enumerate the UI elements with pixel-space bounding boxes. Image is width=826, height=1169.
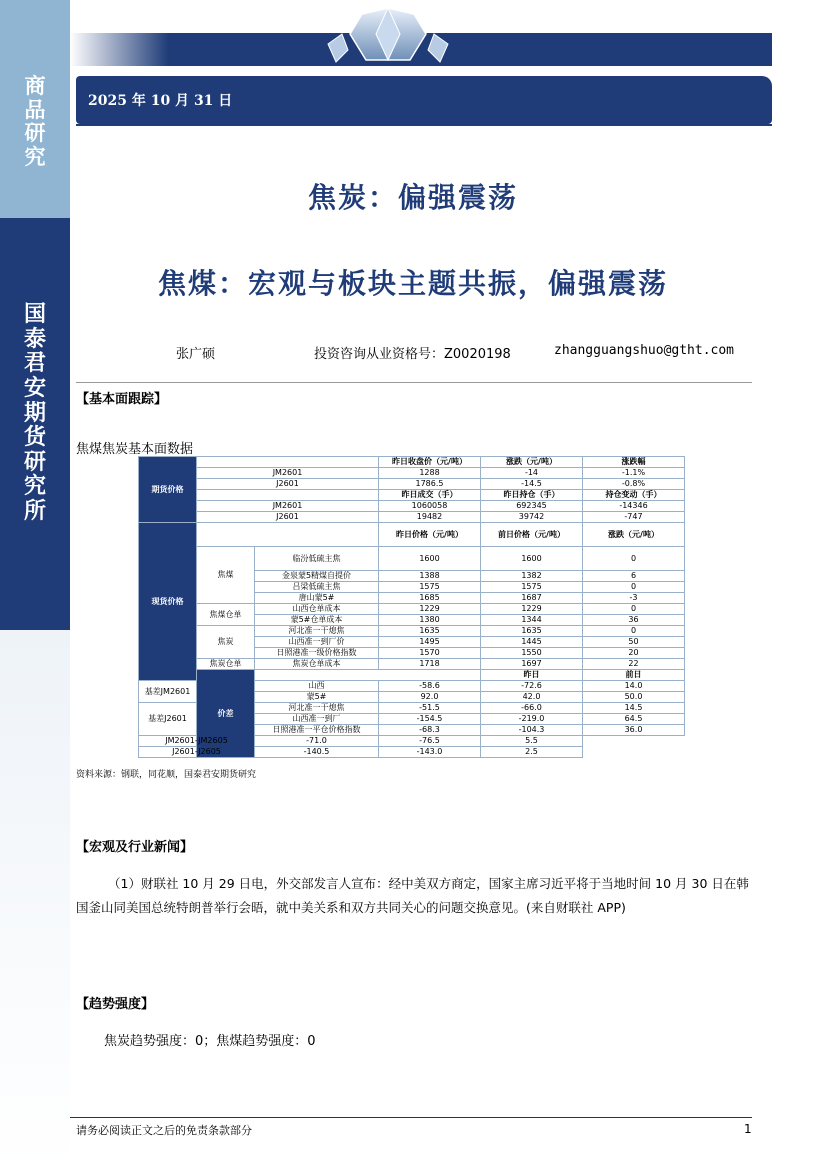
table-cell: 1635 — [379, 626, 481, 637]
table-cell: 1687 — [481, 593, 583, 604]
sidebar-org-label — [0, 302, 70, 524]
org-char: 期 — [23, 399, 46, 426]
table-cell: 1575 — [379, 582, 481, 593]
table-cell: 6 — [583, 571, 685, 582]
report-date: 2025 年 10 月 31 日 — [88, 93, 233, 109]
table-cell: 14.5 — [583, 703, 685, 714]
table-cell: 1229 — [481, 604, 583, 615]
table-cell: -140.5 — [255, 747, 379, 758]
table-cell: 50 — [583, 637, 685, 648]
sub-group-label: 基差JM2601 — [139, 681, 197, 703]
table-cell: JM2601 — [197, 468, 379, 479]
group-label: 价差 — [197, 670, 255, 758]
table-header-cell: 昨日 — [481, 670, 583, 681]
table-cell: J2601 — [197, 512, 379, 523]
date-banner — [76, 76, 772, 124]
table-row — [139, 626, 685, 637]
table-source: 资料来源：钢联，同花顺，国泰君安期货研究 — [76, 770, 257, 780]
org-char: 泰 — [23, 325, 46, 352]
table-row — [139, 490, 685, 501]
table-cell: J2601-J2605 — [139, 747, 255, 758]
divider — [76, 382, 752, 383]
table-cell: JM2601 — [197, 501, 379, 512]
section-macro: 【宏观及行业新闻】 — [76, 840, 194, 855]
table-cell: -3 — [583, 593, 685, 604]
table-cell: 1697 — [481, 659, 583, 670]
table-cell: 1495 — [379, 637, 481, 648]
diamond-gem-icon — [318, 4, 458, 70]
table-cell: 蒙5# — [255, 692, 379, 703]
group-label: 期货价格 — [139, 457, 197, 523]
table-row — [139, 547, 685, 571]
table-cell: -72.6 — [481, 681, 583, 692]
category-char: 品 — [24, 96, 46, 122]
sidebar-category-label — [0, 74, 70, 168]
table-header-cell: 昨日收盘价（元/吨） — [379, 457, 481, 468]
table-cell: 20 — [583, 648, 685, 659]
table-cell: 0 — [583, 547, 685, 571]
table-header-cell — [197, 457, 379, 468]
table-cell: -154.5 — [379, 714, 481, 725]
table-row — [139, 479, 685, 490]
news-paragraph: （1）财联社 10 月 29 日电，外交部发言人宣布：经中美双方商定，国家主席习近平将于当地时间 10 月 30 日在韩国釜山同美国总统特朗普举行会晤，就中美关系和双方共同关心的问题交换意见。(来自财联社 APP) — [76, 876, 749, 915]
table-cell: -104.3 — [481, 725, 583, 736]
table-cell: 39742 — [481, 512, 583, 523]
category-char: 商 — [24, 73, 46, 98]
trend-strength: 焦炭趋势强度：0；焦煤趋势强度：0 — [104, 1034, 316, 1049]
table-cell: 山西 — [255, 681, 379, 692]
table-header-cell: 涨跌（元/吨） — [583, 523, 685, 547]
author-email[interactable]: zhangguangshuo@gtht.com — [554, 343, 735, 358]
sub-title: 焦煤：宏观与板块主题共振，偏强震荡 — [157, 267, 668, 300]
table-header-cell: 持仓变动（手） — [583, 490, 685, 501]
table-header-cell: 昨日成交（手） — [379, 490, 481, 501]
table-row — [139, 736, 685, 747]
table-cell: 1229 — [379, 604, 481, 615]
org-char: 国 — [23, 301, 46, 327]
category-char: 研 — [24, 120, 46, 146]
table-cell: 1550 — [481, 648, 583, 659]
table-cell: -0.8% — [583, 479, 685, 490]
table-cell: -219.0 — [481, 714, 583, 725]
table-cell: 临汾低硫主焦 — [255, 547, 379, 571]
org-char: 君 — [23, 350, 46, 377]
table-row — [139, 468, 685, 479]
sub-group-label: 焦炭 — [197, 626, 255, 659]
org-char: 货 — [23, 424, 46, 451]
table-cell: 0 — [583, 582, 685, 593]
page-number: 1 — [744, 1122, 752, 1136]
table-cell: 2.5 — [481, 747, 583, 758]
header-rule — [76, 124, 772, 126]
table-cell: 1635 — [481, 626, 583, 637]
table-cell: -14 — [481, 468, 583, 479]
table-cell: -14.5 — [481, 479, 583, 490]
table-cell: 50.0 — [583, 692, 685, 703]
table-cell: 5.5 — [481, 736, 583, 747]
table-cell: 1600 — [379, 547, 481, 571]
table-cell: 64.5 — [583, 714, 685, 725]
sub-group-label: 焦煤仓单 — [197, 604, 255, 626]
sidebar — [0, 0, 70, 1169]
table-cell: 山西准一到厂价 — [255, 637, 379, 648]
table-cell: 1388 — [379, 571, 481, 582]
table-header-cell: 涨跌（元/吨） — [481, 457, 583, 468]
table-cell: -66.0 — [481, 703, 583, 714]
author-name: 张广硕 — [176, 347, 216, 362]
table-header-cell: 前日价格（元/吨） — [481, 523, 583, 547]
table-cell: 焦炭仓单成本 — [255, 659, 379, 670]
footer-disclaimer: 请务必阅读正文之后的免责条款部分 — [76, 1124, 252, 1137]
section-trend: 【趋势强度】 — [76, 997, 155, 1012]
group-label: 现货价格 — [139, 523, 197, 681]
org-char: 究 — [23, 473, 46, 500]
table-row — [139, 501, 685, 512]
table-cell: 1380 — [379, 615, 481, 626]
section-fundamentals: 【基本面跟踪】 — [76, 392, 168, 407]
table-cell: 22 — [583, 659, 685, 670]
table-cell: 36.0 — [583, 725, 685, 736]
table-cell: 1382 — [481, 571, 583, 582]
sub-group-label: 基差J2601 — [139, 703, 197, 736]
table-cell: 金泉蒙5精煤自提价 — [255, 571, 379, 582]
table-cell: 山西仓单成本 — [255, 604, 379, 615]
table-cell: 河北准一干熄焦 — [255, 626, 379, 637]
table-cell: -1.1% — [583, 468, 685, 479]
table-cell: 14.0 — [583, 681, 685, 692]
table-cell: 1786.5 — [379, 479, 481, 490]
table-header-cell: 昨日持仓（手） — [481, 490, 583, 501]
table-cell: 1060058 — [379, 501, 481, 512]
table-cell: 1570 — [379, 648, 481, 659]
table-row — [139, 659, 685, 670]
table-row — [139, 747, 685, 758]
table-header-cell — [255, 670, 481, 681]
table-header-cell: 前日 — [583, 670, 685, 681]
table-cell: 蒙5#仓单成本 — [255, 615, 379, 626]
table-cell: 36 — [583, 615, 685, 626]
table-cell: 92.0 — [379, 692, 481, 703]
table-cell: 42.0 — [481, 692, 583, 703]
sidebar-fade — [0, 630, 70, 1169]
table-header-cell — [197, 490, 379, 501]
main-title: 焦炭：偏强震荡 — [307, 181, 518, 214]
table-cell: 1575 — [481, 582, 583, 593]
table-cell: 1288 — [379, 468, 481, 479]
table-title: 焦煤焦炭基本面数据 — [76, 442, 194, 457]
fundamentals-table — [138, 456, 685, 758]
table-header-cell — [197, 523, 379, 547]
table-header-cell: 涨跌幅 — [583, 457, 685, 468]
table-cell: -71.0 — [255, 736, 379, 747]
table-cell: 1600 — [481, 547, 583, 571]
table-cell: 吕梁低硫主焦 — [255, 582, 379, 593]
table-cell: -68.3 — [379, 725, 481, 736]
table-row — [139, 523, 685, 547]
table-row — [139, 670, 685, 681]
table-cell: 唐山蒙5# — [255, 593, 379, 604]
org-char: 所 — [23, 498, 46, 524]
table-cell: -14346 — [583, 501, 685, 512]
sub-group-label: 焦煤 — [197, 547, 255, 604]
table-cell: -76.5 — [379, 736, 481, 747]
table-cell: 0 — [583, 626, 685, 637]
table-cell: 692345 — [481, 501, 583, 512]
table-cell: J2601 — [197, 479, 379, 490]
author-license: 投资咨询从业资格号：Z0020198 — [314, 347, 511, 362]
table-cell: 0 — [583, 604, 685, 615]
org-char: 安 — [23, 374, 46, 401]
table-row — [139, 457, 685, 468]
table-cell: 日照港准一平仓价格指数 — [255, 725, 379, 736]
org-char: 研 — [23, 448, 46, 475]
sub-group-label: 焦炭仓单 — [197, 659, 255, 670]
table-cell: 19482 — [379, 512, 481, 523]
table-cell: 1445 — [481, 637, 583, 648]
table-header-cell: 昨日价格（元/吨） — [379, 523, 481, 547]
table-cell: JM2601-JM2605 — [139, 736, 255, 747]
table-cell: 山西准一到厂 — [255, 714, 379, 725]
table-cell: -58.6 — [379, 681, 481, 692]
table-cell: -747 — [583, 512, 685, 523]
table-row — [139, 604, 685, 615]
table-cell: 日照港准一级价格指数 — [255, 648, 379, 659]
footer-rule — [70, 1117, 752, 1118]
table-cell: 河北准一干熄焦 — [255, 703, 379, 714]
category-char: 究 — [24, 143, 46, 169]
table-row — [139, 512, 685, 523]
table-cell: 1718 — [379, 659, 481, 670]
table-cell: 1685 — [379, 593, 481, 604]
table-cell: 1344 — [481, 615, 583, 626]
table-cell: -143.0 — [379, 747, 481, 758]
table-cell: -51.5 — [379, 703, 481, 714]
